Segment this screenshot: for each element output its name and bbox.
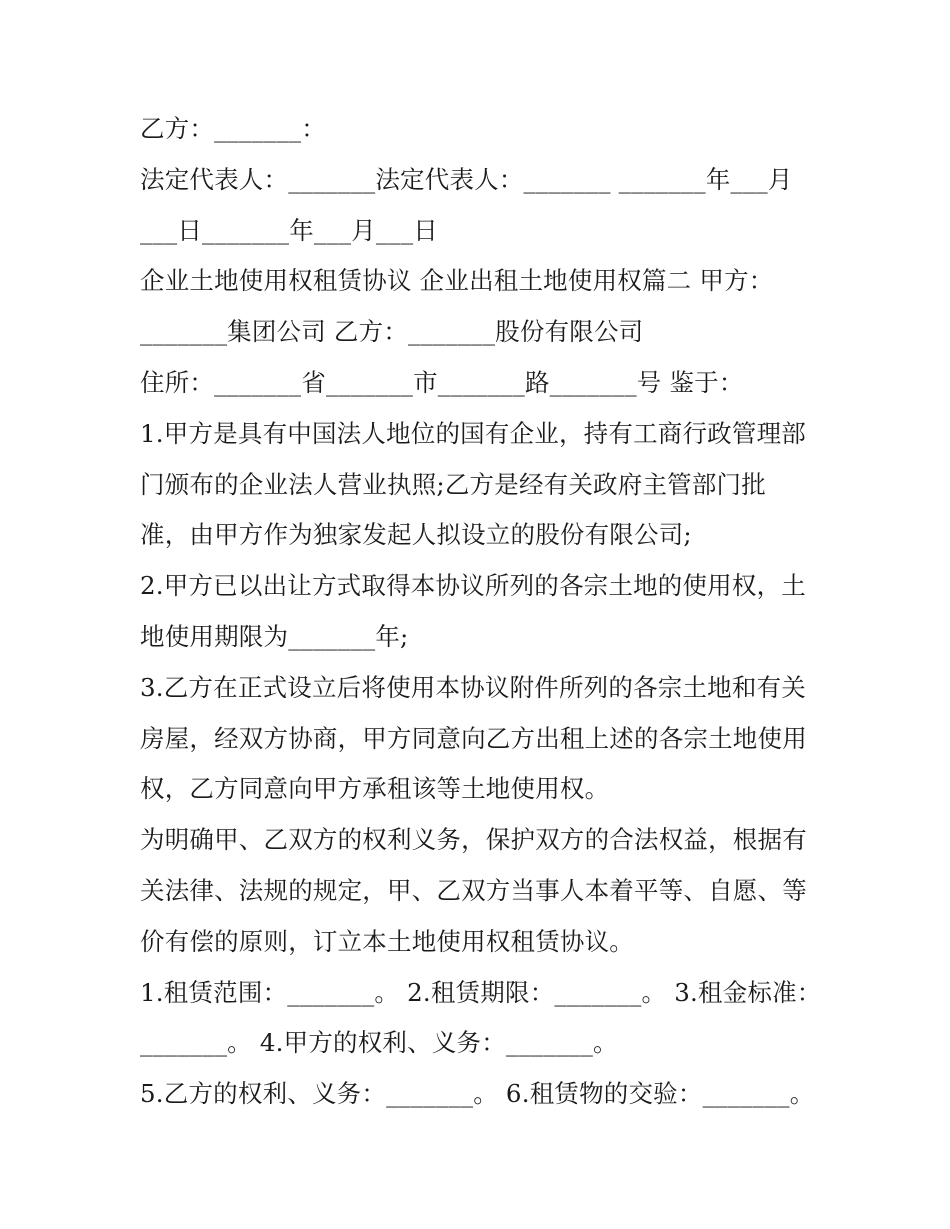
text-line: 为明确甲、乙双方的权利义务，保护双方的合法权益，根据有	[140, 825, 807, 855]
text-line: 房屋，经双方协商，甲方同意向乙方出租上述的各宗土地使用	[140, 723, 807, 753]
text-line: 5.乙方的权利、义务：_______。 6.租赁物的交验：_______。	[140, 1079, 815, 1109]
text-line: 住所：_______省_______市_______路_______号 鉴于：	[140, 367, 744, 397]
text-line: 准，由甲方作为独家发起人拟设立的股份有限公司;	[140, 520, 692, 550]
text-line: 3.乙方在正式设立后将使用本协议附件所列的各宗土地和有关	[140, 672, 806, 702]
text-line: 关法律、法规的规定，甲、乙双方当事人本着平等、自愿、等	[140, 875, 807, 905]
text-line: 门颁布的企业法人营业执照;乙方是经有关政府主管部门批	[140, 469, 766, 499]
text-line: ___日_______年___月___日	[140, 215, 438, 245]
text-line: 权，乙方同意向甲方承租该等土地使用权。	[140, 774, 610, 804]
text-line: 法定代表人：_______法定代表人：_______ _______年___月	[140, 164, 793, 194]
text-line: 2.甲方已以出让方式取得本协议所列的各宗土地的使用权，土	[140, 571, 806, 601]
text-line: 乙方：_______：	[140, 114, 326, 143]
text-line: 地使用期限为_______年;	[140, 621, 409, 651]
text-line: 1.租赁范围：_______。 2.租赁期限：_______。 3.租金标准：	[140, 977, 822, 1007]
text-line: _______集团公司 乙方：_______股份有限公司	[140, 317, 644, 347]
document-body	[140, 104, 820, 1120]
text-line: 企业土地使用权租赁协议 企业出租土地使用权篇二 甲方：	[140, 266, 774, 296]
text-line: _______。 4.甲方的权利、义务：_______。	[140, 1028, 618, 1058]
text-line: 价有偿的原则，订立本土地使用权租赁协议。	[140, 926, 634, 956]
text-line: 1.甲方是具有中国法人地位的国有企业，持有工商行政管理部	[140, 418, 806, 448]
